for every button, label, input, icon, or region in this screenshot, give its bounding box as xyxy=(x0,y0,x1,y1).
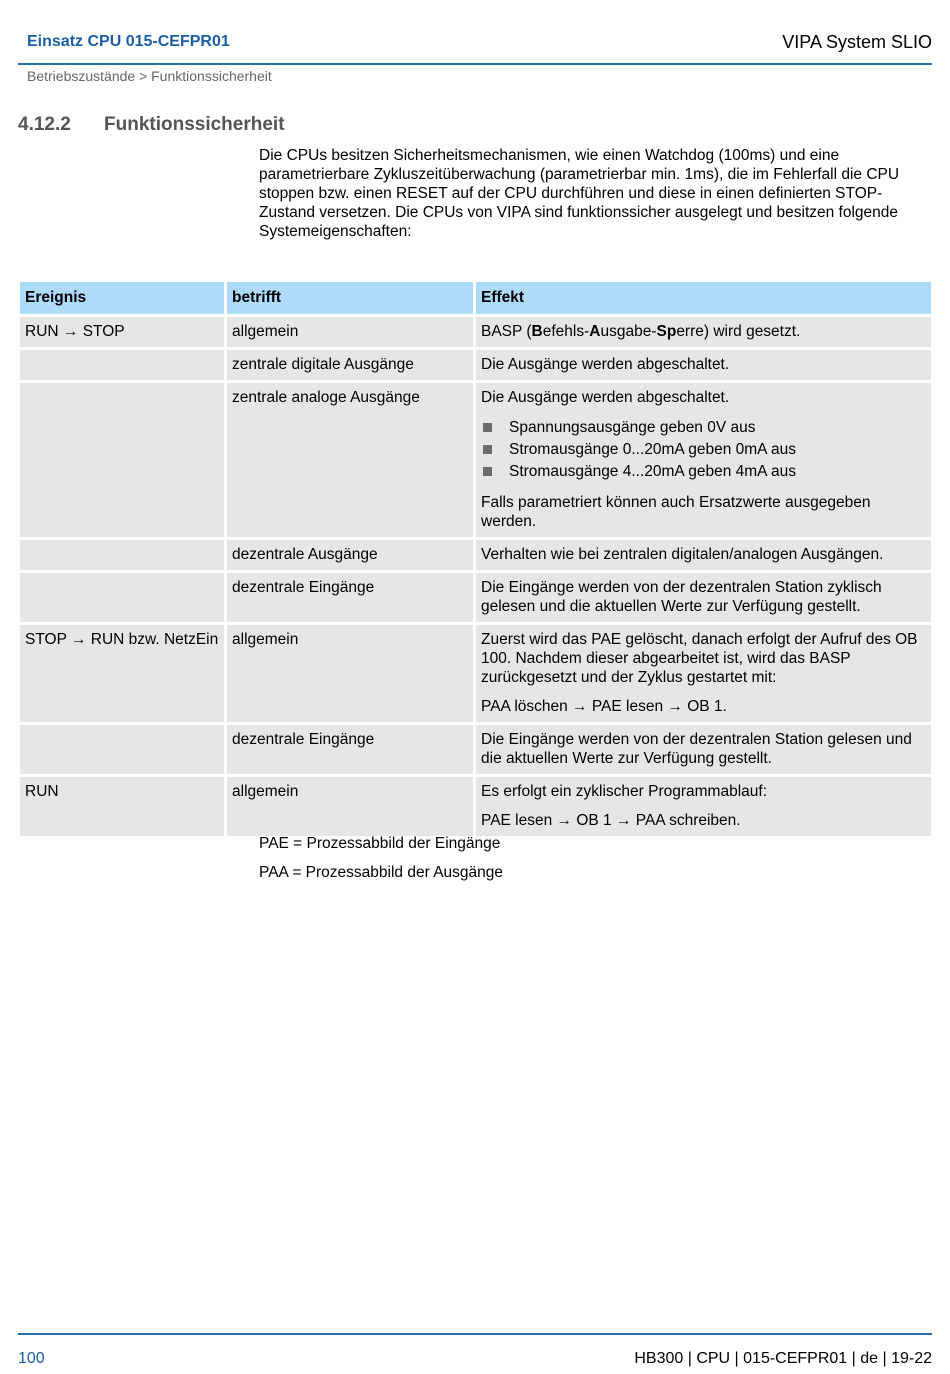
event-cell xyxy=(20,350,224,380)
header-rule xyxy=(18,63,932,65)
document-reference: HB300 | CPU | 015-CEFPR01 | de | 19-22 xyxy=(634,1350,932,1367)
affects-cell: allgemein xyxy=(227,317,473,347)
event-cell xyxy=(20,573,224,622)
header-effect: Effekt xyxy=(476,282,931,314)
function-safety-table xyxy=(17,279,934,839)
effect-cell: Die Eingänge werden von der dezentralen Station zyklisch gelesen und die aktuellen Werte zur Verfügung gestellt. xyxy=(476,573,931,622)
effect-cell xyxy=(476,383,931,537)
square-bullet-icon xyxy=(483,467,492,476)
table-row xyxy=(20,625,931,722)
event-cell: RUN → STOP xyxy=(20,317,224,347)
table-row xyxy=(20,573,931,622)
table-row xyxy=(20,540,931,570)
page-number: 100 xyxy=(18,1350,45,1367)
affects-cell: allgemein xyxy=(227,777,473,836)
table-row xyxy=(20,317,931,347)
effect-cell: BASP (Befehls-Ausgabe-Sperre) wird gesetzt. xyxy=(476,317,931,347)
effect-cell: Die Eingänge werden von der dezentralen Station gelesen und die aktuellen Werte zur Verfügung gestellt. xyxy=(476,725,931,774)
product-name: VIPA System SLIO xyxy=(782,32,932,52)
affects-cell: zentrale analoge Ausgänge xyxy=(227,383,473,537)
table-row xyxy=(20,725,931,774)
table-row xyxy=(20,350,931,380)
event-cell: STOP → RUN bzw. NetzEin xyxy=(20,625,224,722)
effect-text: Die Ausgänge werden abgeschaltet. xyxy=(481,389,730,406)
affects-cell: dezentrale Ausgänge xyxy=(227,540,473,570)
bullet-list xyxy=(481,417,926,483)
list-item: Stromausgänge 0...20mA geben 0mA aus xyxy=(481,439,926,461)
event-cell xyxy=(20,383,224,537)
section-title: Funktionssicherheit xyxy=(104,114,285,135)
affects-cell: dezentrale Eingänge xyxy=(227,725,473,774)
event-cell xyxy=(20,540,224,570)
table-row xyxy=(20,383,931,537)
section-number: 4.12.2 xyxy=(18,114,71,135)
intro-paragraph: Die CPUs besitzen Sicherheitsmechanismen, wie einen Watchdog (100ms) und eine parametrierbare Zykluszeitüberwachung (parametrierbar min. 1ms), die im Fehlerfall die CPU stoppen bzw. einen RESET auf der CPU durchführen und diese in einen definierten STOP-Zustand versetzen. Die CPUs von VIPA sind funktionssicher ausgelegt und besitzen folgende Systemeigenschaften: xyxy=(259,147,900,240)
affects-cell: dezentrale Eingänge xyxy=(227,573,473,622)
breadcrumb: Betriebszustände > Funktionssicherheit xyxy=(27,68,272,84)
effect-text: Es erfolgt ein zyklischer Programmablauf: xyxy=(481,783,768,800)
square-bullet-icon xyxy=(483,445,492,454)
effect-cell xyxy=(476,625,931,722)
table-row xyxy=(20,777,931,836)
effect-cell xyxy=(476,777,931,836)
legend-pae: PAE = Prozessabbild der Eingänge xyxy=(259,835,501,852)
legend-paa: PAA = Prozessabbild der Ausgänge xyxy=(259,864,504,881)
list-item: Stromausgänge 4...20mA geben 4mA aus xyxy=(481,461,926,483)
header-affects: betrifft xyxy=(227,282,473,314)
table-header-row xyxy=(20,282,931,314)
affects-cell: allgemein xyxy=(227,625,473,722)
header-event: Ereignis xyxy=(20,282,224,314)
event-cell: RUN xyxy=(20,777,224,836)
effect-note: Falls parametriert können auch Ersatzwerte ausgegeben werden. xyxy=(481,494,871,530)
effect-cell: Die Ausgänge werden abgeschaltet. xyxy=(476,350,931,380)
effect-text: Zuerst wird das PAE gelöscht, danach erfolgt der Aufruf des OB 100. Nachdem dieser abgearbeitet ist, wird das BASP zurückgesetzt und der Zyklus gestartet mit: xyxy=(481,631,918,686)
chapter-title: Einsatz CPU 015-CEFPR01 xyxy=(27,33,230,50)
footer-rule xyxy=(18,1333,932,1335)
event-cell xyxy=(20,725,224,774)
square-bullet-icon xyxy=(483,423,492,432)
affects-cell: zentrale digitale Ausgänge xyxy=(227,350,473,380)
effect-note: PAE lesen → OB 1 → PAA schreiben. xyxy=(481,812,741,829)
list-item: Spannungsausgänge geben 0V aus xyxy=(481,417,926,439)
effect-note: PAA löschen → PAE lesen → OB 1. xyxy=(481,698,727,715)
effect-cell: Verhalten wie bei zentralen digitalen/analogen Ausgängen. xyxy=(476,540,931,570)
abbreviation-legend xyxy=(259,829,503,887)
